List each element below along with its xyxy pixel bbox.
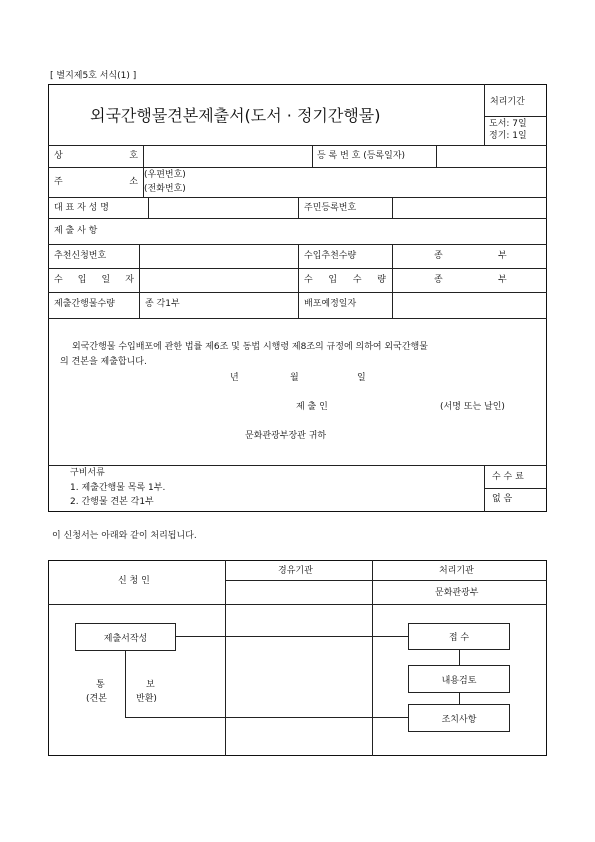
kind-unit: 종 <box>434 251 443 261</box>
copies-unit: 부 <box>498 275 507 285</box>
submitted-qty-label: 제출간행물수량 <box>54 299 115 309</box>
action-box: 조치사항 <box>408 704 510 732</box>
recommendation-number-label: 추천신청번호 <box>54 251 107 261</box>
handling-agency-header: 처리기관 <box>439 566 474 576</box>
signature-label: (서명 또는 날인) <box>440 402 505 412</box>
import-quantity-label: 수 입 수 량 <box>304 275 386 285</box>
write-submission-box: 제출서작성 <box>75 623 176 651</box>
submitter-label: 제 출 인 <box>296 402 328 412</box>
return-label-1: (견본 <box>86 694 107 704</box>
import-date-label: 수 입 일 자 <box>54 275 134 285</box>
recipient-label: 문화관광부장관 귀하 <box>245 431 327 441</box>
phone-number-field[interactable]: (전화번호) <box>144 184 186 194</box>
registration-number-label: 등 록 번 호 (등록일자) <box>317 151 406 161</box>
notify-label-1: 통 <box>96 680 105 690</box>
form-reference: [ 별지제5호 서식(1) ] <box>50 71 137 81</box>
content-review-box: 내용검토 <box>408 665 510 693</box>
address-label: 주 소 <box>54 177 138 187</box>
process-intro: 이 신청서는 아래와 같이 처리됩니다. <box>52 531 197 541</box>
year-label: 년 <box>230 373 239 383</box>
representative-name-label: 대 표 자 성 명 <box>54 203 109 213</box>
trade-name-label: 상 호 <box>54 151 138 161</box>
receipt-box: 접 수 <box>408 623 510 650</box>
required-documents-header: 구비서류 <box>70 468 105 478</box>
fee-header: 수 수 료 <box>492 472 524 482</box>
statement-line-1: 외국간행물 수입배포에 관한 법률 제6조 및 동법 시행령 제8조의 규정에 의하여 외국간행물 <box>72 342 428 352</box>
period-periodical: 정기: 1일 <box>489 131 527 141</box>
period-book: 도서: 7일 <box>489 119 527 129</box>
postal-code-field[interactable]: (우편번호) <box>144 170 186 180</box>
resident-number-label: 주민등록번호 <box>304 203 357 213</box>
form-title: 외국간행물견본제출서(도서 · 정기간행물) <box>90 106 381 125</box>
kind-unit: 종 <box>434 275 443 285</box>
processing-period-header: 처리기간 <box>490 97 525 107</box>
submission-items-label: 제 출 사 항 <box>54 226 98 236</box>
required-document-1: 1. 제출간행물 목록 1부. <box>70 483 166 493</box>
applicant-header: 신 청 인 <box>118 576 150 586</box>
notify-label-2: 보 <box>146 680 155 690</box>
submitted-qty-value: 종 각1부 <box>145 299 180 309</box>
copies-unit: 부 <box>498 251 507 261</box>
month-label: 월 <box>290 373 299 383</box>
handling-agency-name: 문화관광부 <box>435 588 479 598</box>
distribution-date-label: 배포예정일자 <box>304 299 357 309</box>
statement-line-2: 의 견본을 제출합니다. <box>60 357 147 367</box>
return-label-2: 반환) <box>136 694 157 704</box>
day-label: 일 <box>357 373 366 383</box>
fee-value: 없 음 <box>492 494 513 504</box>
via-agency-header: 경유기관 <box>278 566 313 576</box>
required-document-2: 2. 간행물 견본 각1부 <box>70 497 154 507</box>
import-recommendation-qty-label: 수입추천수량 <box>304 251 357 261</box>
